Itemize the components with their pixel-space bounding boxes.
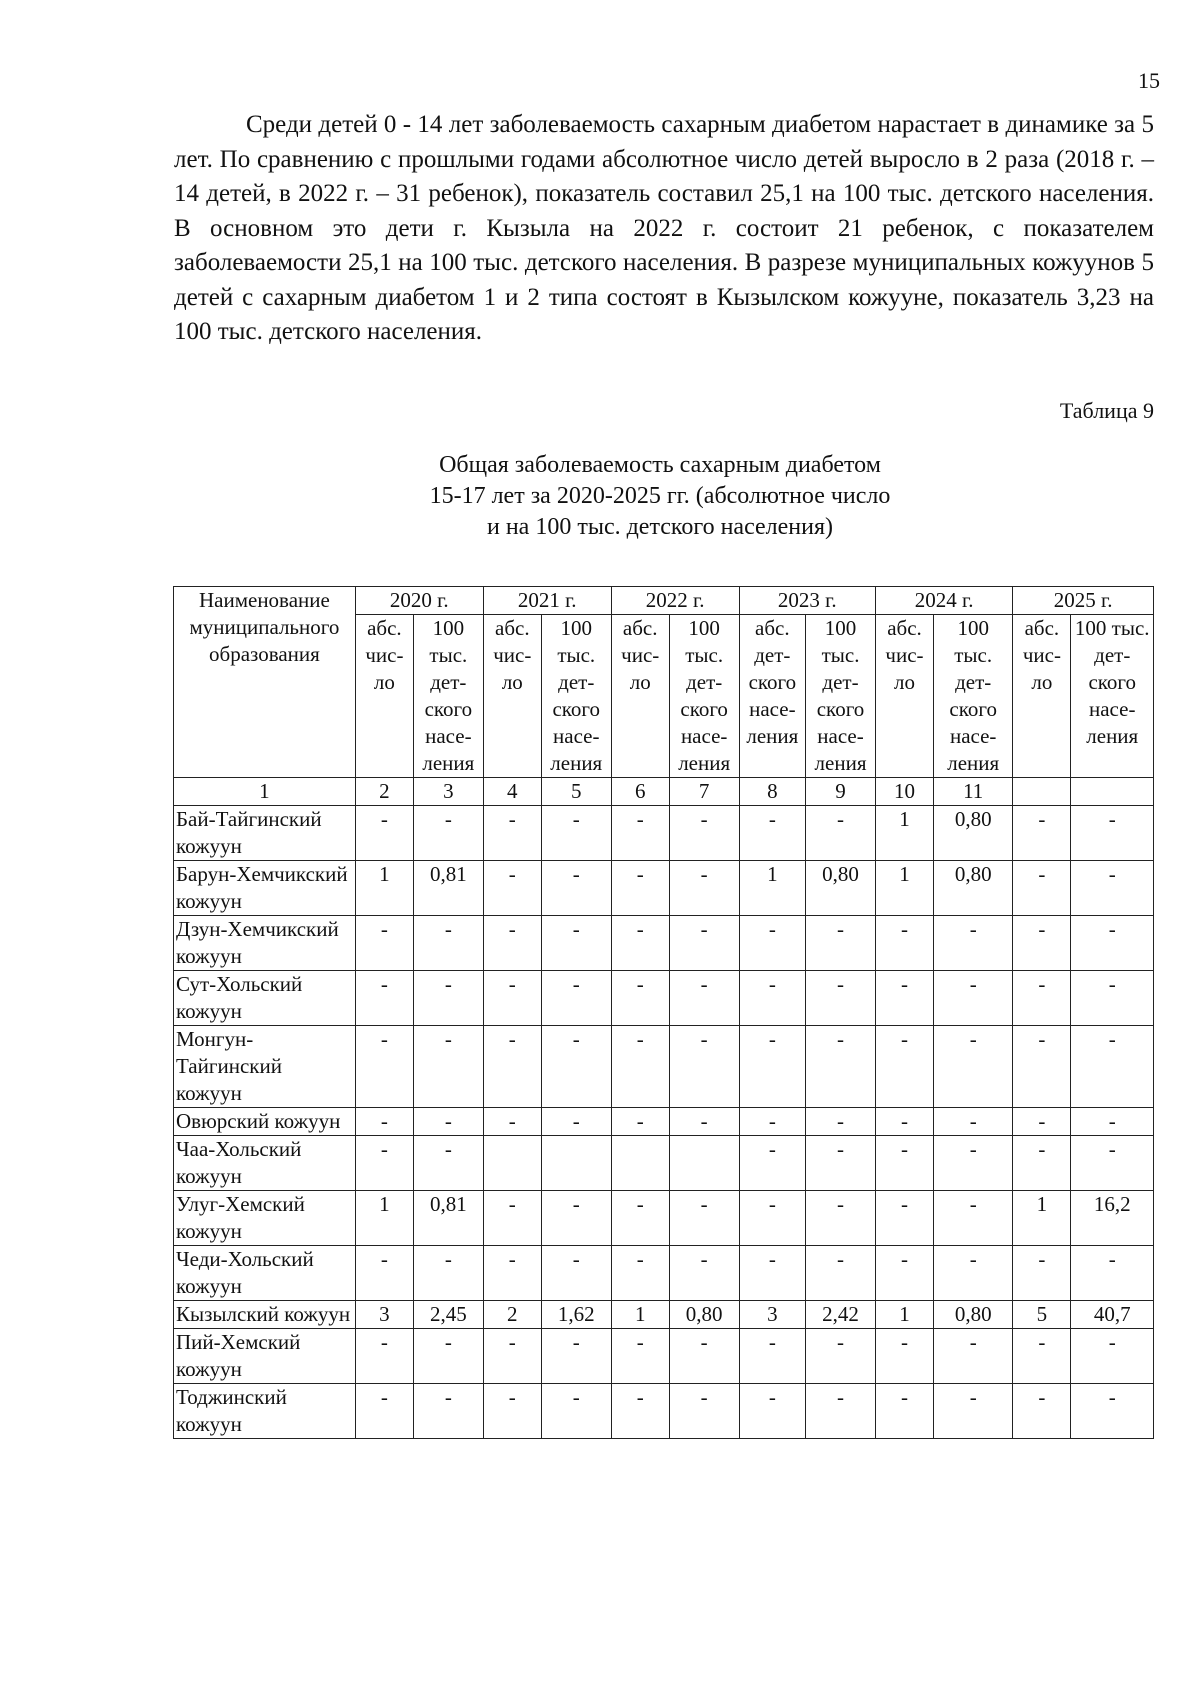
- table-cell: [541, 1136, 611, 1191]
- table-cell: -: [1071, 806, 1154, 861]
- table-cell: 2: [483, 1301, 541, 1329]
- table-cell: 0,80: [934, 1301, 1013, 1329]
- table-cell: 0,80: [669, 1301, 739, 1329]
- sub-header: 100 тыс. дет- ского насе- ления: [934, 615, 1013, 778]
- table-cell: -: [355, 1108, 413, 1136]
- table-row: [174, 1026, 1154, 1108]
- municipality-name: Чаа-Хольский кожуун: [174, 1136, 356, 1191]
- municipality-name: Тоджинский кожуун: [174, 1384, 356, 1439]
- table-cell: 1: [611, 1301, 669, 1329]
- table-cell: -: [483, 806, 541, 861]
- table-cell: -: [934, 1246, 1013, 1301]
- table-cell: -: [875, 1026, 933, 1108]
- table-cell: 16,2: [1071, 1191, 1154, 1246]
- table-cell: -: [669, 916, 739, 971]
- table-cell: -: [739, 971, 806, 1026]
- table-cell: [669, 1136, 739, 1191]
- table-row: [174, 971, 1154, 1026]
- municipality-name: Бай-Тайгинский кожуун: [174, 806, 356, 861]
- table-cell: -: [739, 1136, 806, 1191]
- table-cell: -: [541, 971, 611, 1026]
- year-header: 2023 г.: [739, 587, 875, 615]
- table-cell: -: [413, 1108, 483, 1136]
- name-column-header: Наименование муниципального образования: [174, 587, 356, 778]
- table-cell: -: [669, 1329, 739, 1384]
- table-cell: -: [483, 1108, 541, 1136]
- table-row: [174, 916, 1154, 971]
- table-cell: -: [1071, 1246, 1154, 1301]
- sub-header: 100 тыс. дет- ского насе- ления: [806, 615, 876, 778]
- municipality-name: Чеди-Хольский кожуун: [174, 1246, 356, 1301]
- table-cell: -: [1071, 916, 1154, 971]
- table-cell: -: [413, 1136, 483, 1191]
- sub-header: абс. чис- ло: [355, 615, 413, 778]
- municipality-name: Монгун-Тайгинский кожуун: [174, 1026, 356, 1108]
- table-cell: -: [355, 1329, 413, 1384]
- sub-header: абс. чис- ло: [611, 615, 669, 778]
- table-cell: -: [934, 971, 1013, 1026]
- sub-header: 100 тыс. дет- ского насе- ления: [541, 615, 611, 778]
- table-cell: 1: [875, 806, 933, 861]
- table-cell: -: [483, 1026, 541, 1108]
- table-cell: -: [669, 971, 739, 1026]
- table-cell: -: [611, 1108, 669, 1136]
- table-cell: -: [611, 861, 669, 916]
- table-cell: -: [806, 916, 876, 971]
- table-cell: -: [1013, 861, 1071, 916]
- column-number-row: [174, 778, 1154, 806]
- year-header: 2025 г.: [1013, 587, 1154, 615]
- table-cell: -: [669, 1026, 739, 1108]
- year-header: 2024 г.: [875, 587, 1012, 615]
- table-cell: -: [541, 916, 611, 971]
- column-number: 9: [806, 778, 876, 806]
- column-number: [1013, 778, 1071, 806]
- table-cell: -: [875, 971, 933, 1026]
- table-row: [174, 1191, 1154, 1246]
- table-cell: -: [739, 1026, 806, 1108]
- table-cell: -: [806, 971, 876, 1026]
- sub-header: 100 тыс. дет- ского насе- ления: [1071, 615, 1154, 778]
- table-cell: 0,81: [413, 1191, 483, 1246]
- table-cell: -: [934, 1026, 1013, 1108]
- table-row: [174, 1301, 1154, 1329]
- table-cell: -: [1071, 1136, 1154, 1191]
- table-cell: -: [1013, 916, 1071, 971]
- table-cell: -: [934, 1136, 1013, 1191]
- sub-header: 100 тыс. дет- ского насе- ления: [669, 615, 739, 778]
- table-cell: -: [669, 1246, 739, 1301]
- table-cell: -: [1013, 1384, 1071, 1439]
- table-cell: -: [483, 1329, 541, 1384]
- table-cell: -: [806, 1384, 876, 1439]
- table-cell: -: [413, 1246, 483, 1301]
- table-cell: -: [669, 806, 739, 861]
- table-cell: -: [483, 861, 541, 916]
- table-cell: -: [806, 1191, 876, 1246]
- column-number: [1071, 778, 1154, 806]
- table-cell: 0,80: [934, 861, 1013, 916]
- table-cell: -: [413, 806, 483, 861]
- table-cell: -: [1071, 1329, 1154, 1384]
- table-cell: -: [806, 806, 876, 861]
- sub-header: 100 тыс. дет- ского насе- ления: [413, 615, 483, 778]
- table-title: [300, 450, 1020, 543]
- column-number: 8: [739, 778, 806, 806]
- table-cell: -: [413, 1026, 483, 1108]
- table-cell: -: [611, 1026, 669, 1108]
- municipality-name: Улуг-Хемский кожуун: [174, 1191, 356, 1246]
- table-cell: -: [483, 971, 541, 1026]
- body-paragraph: Среди детей 0 - 14 лет заболеваемость сахарным диабетом нарастает в динамике за 5 лет. По сравнению с прошлыми годами абсолютное число детей выросло в 2 раза (2018 г. – 14 детей, в 2022 г. – 31 ребенок), показатель составил 25,1 на 100 тыс. детского населения. В основном это дети г. Кызыла на 2022 г. состоит 21 ребенок, с показателем заболеваемости 25,1 на 100 тыс. детского населения. В разрезе муниципальных кожуунов 5 детей с сахарным диабетом 1 и 2 типа состоят в Кызылском кожууне, показатель 3,23 на 100 тыс. детского населения.: [174, 111, 1154, 345]
- table-cell: -: [541, 861, 611, 916]
- table-cell: -: [1071, 971, 1154, 1026]
- table-cell: -: [875, 916, 933, 971]
- table-cell: 1: [1013, 1191, 1071, 1246]
- table-cell: 1: [355, 1191, 413, 1246]
- column-number: 5: [541, 778, 611, 806]
- municipality-name: Дзун-Хемчикский кожуун: [174, 916, 356, 971]
- table-cell: 3: [739, 1301, 806, 1329]
- table-cell: -: [541, 1329, 611, 1384]
- table-cell: -: [1071, 861, 1154, 916]
- table-cell: -: [806, 1136, 876, 1191]
- table-cell: -: [739, 916, 806, 971]
- table-cell: 1: [875, 861, 933, 916]
- table-cell: -: [669, 1108, 739, 1136]
- table-cell: -: [483, 916, 541, 971]
- table-cell: -: [611, 1246, 669, 1301]
- table-cell: -: [611, 971, 669, 1026]
- table-cell: -: [739, 1191, 806, 1246]
- table-cell: -: [541, 1108, 611, 1136]
- table-cell: 40,7: [1071, 1301, 1154, 1329]
- table-cell: -: [1013, 1329, 1071, 1384]
- table-row: [174, 861, 1154, 916]
- table-cell: -: [1013, 971, 1071, 1026]
- table-cell: -: [1071, 1384, 1154, 1439]
- table-cell: [483, 1136, 541, 1191]
- column-number: 1: [174, 778, 356, 806]
- table-cell: 3: [355, 1301, 413, 1329]
- table-cell: 0,80: [934, 806, 1013, 861]
- column-number: 7: [669, 778, 739, 806]
- table-row: [174, 1329, 1154, 1384]
- table-cell: -: [611, 1329, 669, 1384]
- table-cell: -: [611, 806, 669, 861]
- table-cell: -: [669, 1191, 739, 1246]
- table-cell: -: [1071, 1026, 1154, 1108]
- table-title-line-2: 15-17 лет за 2020-2025 гг. (абсолютное число: [429, 483, 891, 509]
- table-cell: -: [541, 1246, 611, 1301]
- table-cell: -: [483, 1246, 541, 1301]
- morbidity-table: [173, 586, 1154, 1439]
- table-cell: -: [413, 1329, 483, 1384]
- table-cell: -: [875, 1108, 933, 1136]
- table-title-line-1: Общая заболеваемость сахарным диабетом: [439, 452, 881, 478]
- table-cell: -: [541, 1026, 611, 1108]
- table-cell: -: [669, 861, 739, 916]
- table-cell: -: [355, 1384, 413, 1439]
- table-cell: -: [934, 916, 1013, 971]
- table-cell: -: [739, 1108, 806, 1136]
- sub-header: абс. чис- ло: [1013, 615, 1071, 778]
- table-cell: -: [934, 1191, 1013, 1246]
- table-cell: 0,81: [413, 861, 483, 916]
- table-cell: 1: [355, 861, 413, 916]
- table-cell: -: [739, 1384, 806, 1439]
- table-label: Таблица 9: [1059, 398, 1154, 423]
- table-cell: -: [611, 916, 669, 971]
- table-cell: -: [806, 1026, 876, 1108]
- table-row: [174, 1136, 1154, 1191]
- sub-header: абс. чис- ло: [483, 615, 541, 778]
- column-number: 3: [413, 778, 483, 806]
- table-cell: -: [1013, 806, 1071, 861]
- table-cell: 0,80: [806, 861, 876, 916]
- municipality-name: Сут-Хольский кожуун: [174, 971, 356, 1026]
- table-cell: -: [611, 1384, 669, 1439]
- table-cell: -: [413, 916, 483, 971]
- table-cell: -: [806, 1108, 876, 1136]
- table-cell: -: [1013, 1136, 1071, 1191]
- year-header-row: [174, 587, 1154, 615]
- table-cell: -: [739, 1246, 806, 1301]
- year-header: 2021 г.: [483, 587, 611, 615]
- table-row: [174, 1384, 1154, 1439]
- table-cell: -: [355, 1026, 413, 1108]
- table-cell: -: [1071, 1108, 1154, 1136]
- sub-header: абс. чис- ло: [875, 615, 933, 778]
- table-cell: -: [541, 1384, 611, 1439]
- table-cell: 2,45: [413, 1301, 483, 1329]
- table-row: [174, 806, 1154, 861]
- table-cell: -: [934, 1108, 1013, 1136]
- table-cell: -: [875, 1329, 933, 1384]
- municipality-name: Пий-Хемский кожуун: [174, 1329, 356, 1384]
- table-cell: 5: [1013, 1301, 1071, 1329]
- column-number: 2: [355, 778, 413, 806]
- table-cell: -: [355, 916, 413, 971]
- table-cell: -: [355, 971, 413, 1026]
- table-cell: 1,62: [541, 1301, 611, 1329]
- year-header: 2022 г.: [611, 587, 739, 615]
- table-cell: -: [483, 1191, 541, 1246]
- table-cell: -: [1013, 1026, 1071, 1108]
- table-cell: -: [806, 1246, 876, 1301]
- table-cell: -: [541, 806, 611, 861]
- column-number: 10: [875, 778, 933, 806]
- table-cell: -: [483, 1384, 541, 1439]
- year-header: 2020 г.: [355, 587, 483, 615]
- municipality-name: Кызылский кожуун: [174, 1301, 356, 1329]
- column-number: 11: [934, 778, 1013, 806]
- table-cell: -: [611, 1191, 669, 1246]
- table-cell: -: [875, 1384, 933, 1439]
- table-cell: -: [1013, 1246, 1071, 1301]
- table-cell: -: [413, 1384, 483, 1439]
- table-cell: -: [355, 806, 413, 861]
- table-cell: 1: [875, 1301, 933, 1329]
- page-number: 15: [1138, 68, 1160, 93]
- table-title-line-3: и на 100 тыс. детского населения): [486, 514, 834, 540]
- table-cell: 2,42: [806, 1301, 876, 1329]
- table-row: [174, 1246, 1154, 1301]
- table-cell: -: [875, 1191, 933, 1246]
- table-cell: -: [355, 1136, 413, 1191]
- table-cell: -: [875, 1136, 933, 1191]
- table-cell: [611, 1136, 669, 1191]
- table-cell: -: [806, 1329, 876, 1384]
- table-cell: -: [541, 1191, 611, 1246]
- table-cell: -: [413, 971, 483, 1026]
- column-number: 6: [611, 778, 669, 806]
- table-cell: -: [1013, 1108, 1071, 1136]
- table-body: [174, 806, 1154, 1439]
- sub-header: абс. дет- ского насе- ления: [739, 615, 806, 778]
- table-cell: -: [739, 806, 806, 861]
- column-number: 4: [483, 778, 541, 806]
- table-cell: -: [934, 1384, 1013, 1439]
- table-cell: -: [934, 1329, 1013, 1384]
- municipality-name: Овюрский кожуун: [174, 1108, 356, 1136]
- table-cell: -: [739, 1329, 806, 1384]
- table-cell: -: [669, 1384, 739, 1439]
- table-row: [174, 1108, 1154, 1136]
- table-cell: -: [875, 1246, 933, 1301]
- table-cell: 1: [739, 861, 806, 916]
- municipality-name: Барун-Хемчикский кожуун: [174, 861, 356, 916]
- table-cell: -: [355, 1246, 413, 1301]
